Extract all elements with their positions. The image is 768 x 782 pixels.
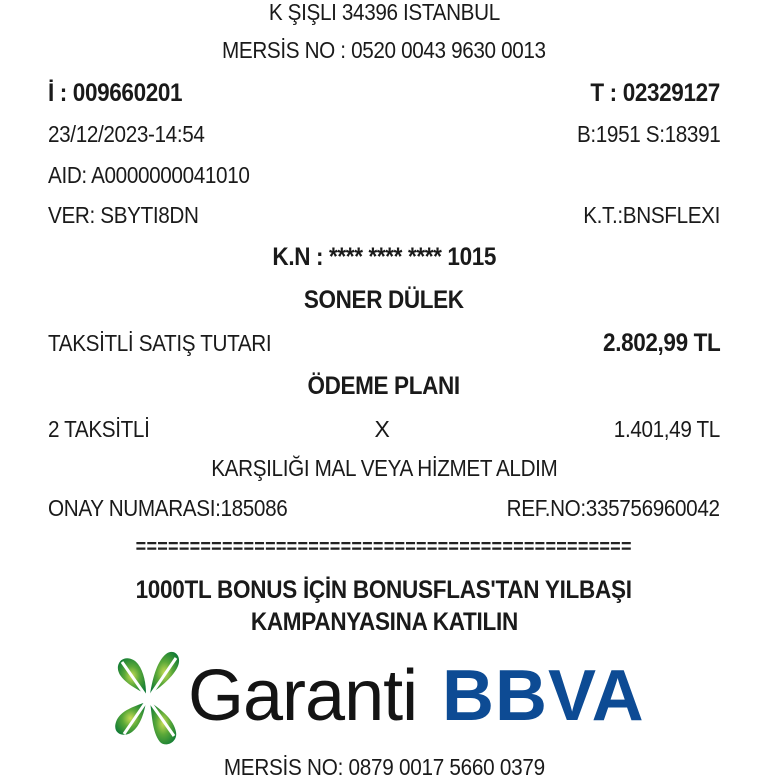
batch-sequence: B:1951 S:18391	[576, 120, 720, 147]
card-number: K.N : **** **** **** 1015	[272, 242, 496, 271]
transaction-datetime: 23/12/2023-14:54	[48, 120, 205, 147]
aid: AID: A0000000041010	[48, 161, 250, 188]
cardholder-name: SONER DÜLEK	[304, 285, 464, 314]
installment-count: 2 TAKSİTLİ	[48, 415, 150, 442]
garanti-bbva-logo	[112, 648, 672, 748]
acknowledgement: KARŞILIĞI MAL VEYA HİZMET ALDIM	[210, 454, 558, 481]
multiplier: X	[374, 415, 390, 442]
reference-number: REF.NO:335756960042	[507, 494, 720, 521]
promo-line-2: KAMPANYASINA KATILIN	[250, 608, 518, 636]
card-type: K.T.:BNSFLEXI	[583, 201, 720, 228]
approval-row	[48, 493, 720, 523]
mersis-number: MERSİS NO : 0520 0043 9630 0013	[222, 36, 546, 63]
address-line: K ŞIŞLI 34396 ISTANBUL	[268, 0, 500, 25]
garanti-wordmark: Garanti	[188, 656, 418, 736]
datetime-batch-row	[48, 119, 720, 149]
promo-line-1: 1000TL BONUS İÇİN BONUSFLAS'TAN YILBAŞI	[135, 576, 633, 604]
aid-row	[48, 160, 720, 190]
approval-code: ONAY NUMARASI:185086	[48, 494, 288, 521]
version: VER: SBYTI8DN	[48, 201, 199, 228]
sale-label: TAKSİTLİ SATIŞ TUTARI	[48, 329, 272, 356]
footer-mersis-number: MERSİS NO: 0879 0017 5660 0379	[223, 754, 545, 780]
sale-amount-row	[48, 328, 720, 358]
version-cardtype-row	[48, 200, 720, 230]
sale-amount: 2.802,99 TL	[602, 328, 720, 357]
installment-amount: 1.401,49 TL	[613, 415, 720, 442]
clover-icon	[112, 648, 184, 748]
separator-line: ==============================================	[135, 536, 633, 560]
payment-plan-title: ÖDEME PLANI	[307, 371, 461, 400]
terminal-id: T : 02329127	[590, 78, 720, 107]
merchant-terminal-row	[48, 78, 720, 108]
installment-row	[48, 414, 720, 444]
merchant-id: İ : 009660201	[48, 78, 183, 107]
bbva-wordmark: BBVA	[442, 656, 645, 736]
